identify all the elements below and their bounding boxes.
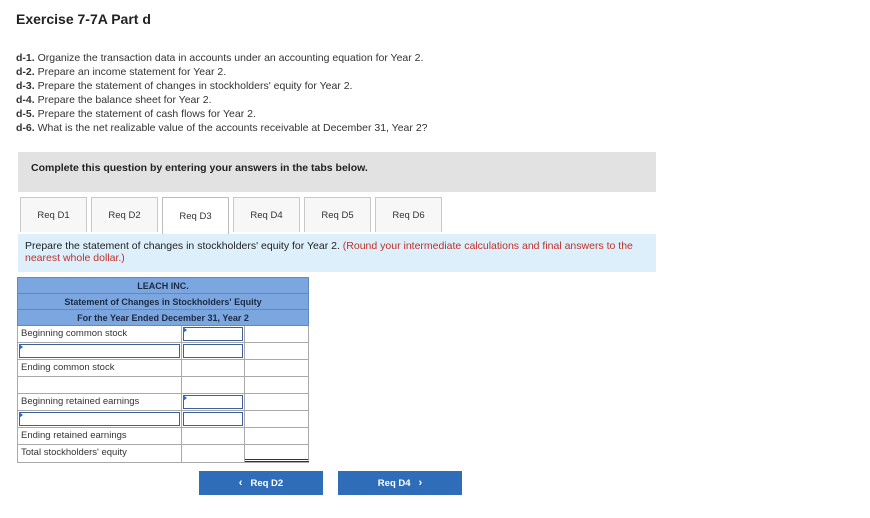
amount-cell bbox=[182, 326, 245, 342]
requirement-code: d-2. bbox=[16, 66, 35, 78]
common-stock-item-label-input[interactable] bbox=[19, 344, 180, 358]
tab-req-d6[interactable]: Req D6 bbox=[375, 197, 442, 232]
total-equity-cell bbox=[245, 445, 309, 462]
label-cell bbox=[17, 343, 182, 359]
table-row bbox=[17, 326, 309, 343]
tab-req-d3[interactable]: Req D3 bbox=[162, 197, 229, 234]
requirements-list bbox=[16, 51, 428, 135]
equity-statement bbox=[17, 277, 309, 463]
amount-cell bbox=[182, 360, 245, 376]
tab-req-d1[interactable]: Req D1 bbox=[20, 197, 87, 232]
amount-cell bbox=[182, 445, 245, 462]
row-label: Ending retained earnings bbox=[17, 428, 182, 444]
total-cell bbox=[245, 428, 309, 444]
prev-req-label: Req D2 bbox=[250, 477, 284, 489]
retained-earnings-item-amount[interactable] bbox=[183, 412, 243, 426]
input-flag-icon bbox=[19, 344, 23, 350]
requirement-text: Prepare an income statement for Year 2. bbox=[37, 66, 227, 78]
statement-company: LEACH INC. bbox=[17, 277, 309, 294]
rounding-note: (Round your intermediate calculations and final answers to the nearest whole dollar.) bbox=[25, 240, 633, 264]
amount-cell bbox=[182, 377, 245, 393]
table-row bbox=[17, 394, 309, 411]
instructions-banner: Complete this question by entering your answers in the tabs below. bbox=[18, 152, 656, 192]
amount-cell bbox=[182, 394, 245, 410]
requirement-text: What is the net realizable value of the accounts receivable at December 31, Year 2? bbox=[37, 122, 428, 134]
table-row bbox=[17, 428, 309, 445]
next-req-button[interactable] bbox=[338, 471, 462, 495]
chevron-left-icon: ‹ bbox=[238, 477, 243, 489]
amount-cell bbox=[182, 411, 245, 427]
statement-period: For the Year Ended December 31, Year 2 bbox=[17, 309, 309, 326]
total-cell bbox=[245, 326, 309, 342]
row-label: Beginning common stock bbox=[17, 326, 182, 342]
tab-req-d2[interactable]: Req D2 bbox=[91, 197, 158, 232]
page-title: Exercise 7-7A Part d bbox=[16, 11, 151, 27]
requirement-code: d-6. bbox=[16, 122, 35, 134]
table-row bbox=[17, 411, 309, 428]
row-label: Beginning retained earnings bbox=[17, 394, 182, 410]
tab-req-d5[interactable]: Req D5 bbox=[304, 197, 371, 232]
question-instruction bbox=[18, 234, 656, 272]
table-row bbox=[17, 343, 309, 360]
row-label: Ending common stock bbox=[17, 360, 182, 376]
requirement-code: d-4. bbox=[16, 94, 35, 106]
total-cell bbox=[245, 411, 309, 427]
requirement-item bbox=[16, 79, 428, 93]
beginning-retained-earnings-amount[interactable] bbox=[183, 395, 243, 409]
requirement-code: d-5. bbox=[16, 108, 35, 120]
requirement-code: d-3. bbox=[16, 80, 35, 92]
label-cell bbox=[17, 411, 182, 427]
requirement-item bbox=[16, 65, 428, 79]
input-flag-icon bbox=[19, 412, 23, 418]
requirement-item bbox=[16, 107, 428, 121]
table-row bbox=[17, 445, 309, 463]
chevron-right-icon: › bbox=[418, 477, 423, 489]
requirement-text: Prepare the statement of cash flows for Year 2. bbox=[37, 108, 256, 120]
requirement-text: Prepare the balance sheet for Year 2. bbox=[37, 94, 212, 106]
input-flag-icon bbox=[183, 395, 187, 401]
amount-cell bbox=[182, 343, 245, 359]
instruction-text: Prepare the statement of changes in stockholders' equity for Year 2. bbox=[25, 240, 340, 252]
amount-cell bbox=[182, 428, 245, 444]
total-cell bbox=[245, 343, 309, 359]
input-flag-icon bbox=[183, 327, 187, 333]
table-row bbox=[17, 377, 309, 394]
tab-req-d4[interactable]: Req D4 bbox=[233, 197, 300, 232]
next-req-label: Req D4 bbox=[377, 477, 411, 489]
retained-earnings-item-label-input[interactable] bbox=[19, 412, 180, 426]
tab-bar bbox=[20, 197, 446, 234]
beginning-common-stock-amount[interactable] bbox=[183, 327, 243, 341]
total-cell bbox=[245, 377, 309, 393]
total-cell bbox=[245, 394, 309, 410]
requirement-item bbox=[16, 51, 428, 65]
table-row bbox=[17, 360, 309, 377]
statement-name: Statement of Changes in Stockholders' Equity bbox=[17, 293, 309, 310]
row-label bbox=[17, 377, 182, 393]
requirement-text: Organize the transaction data in accounts under an accounting equation for Year 2. bbox=[37, 52, 424, 64]
requirement-code: d-1. bbox=[16, 52, 35, 64]
row-label: Total stockholders' equity bbox=[17, 445, 182, 462]
requirement-text: Prepare the statement of changes in stockholders' equity for Year 2. bbox=[37, 80, 353, 92]
requirement-item bbox=[16, 121, 428, 135]
requirement-item bbox=[16, 93, 428, 107]
common-stock-item-amount[interactable] bbox=[183, 344, 243, 358]
prev-req-button[interactable] bbox=[199, 471, 323, 495]
total-cell bbox=[245, 360, 309, 376]
